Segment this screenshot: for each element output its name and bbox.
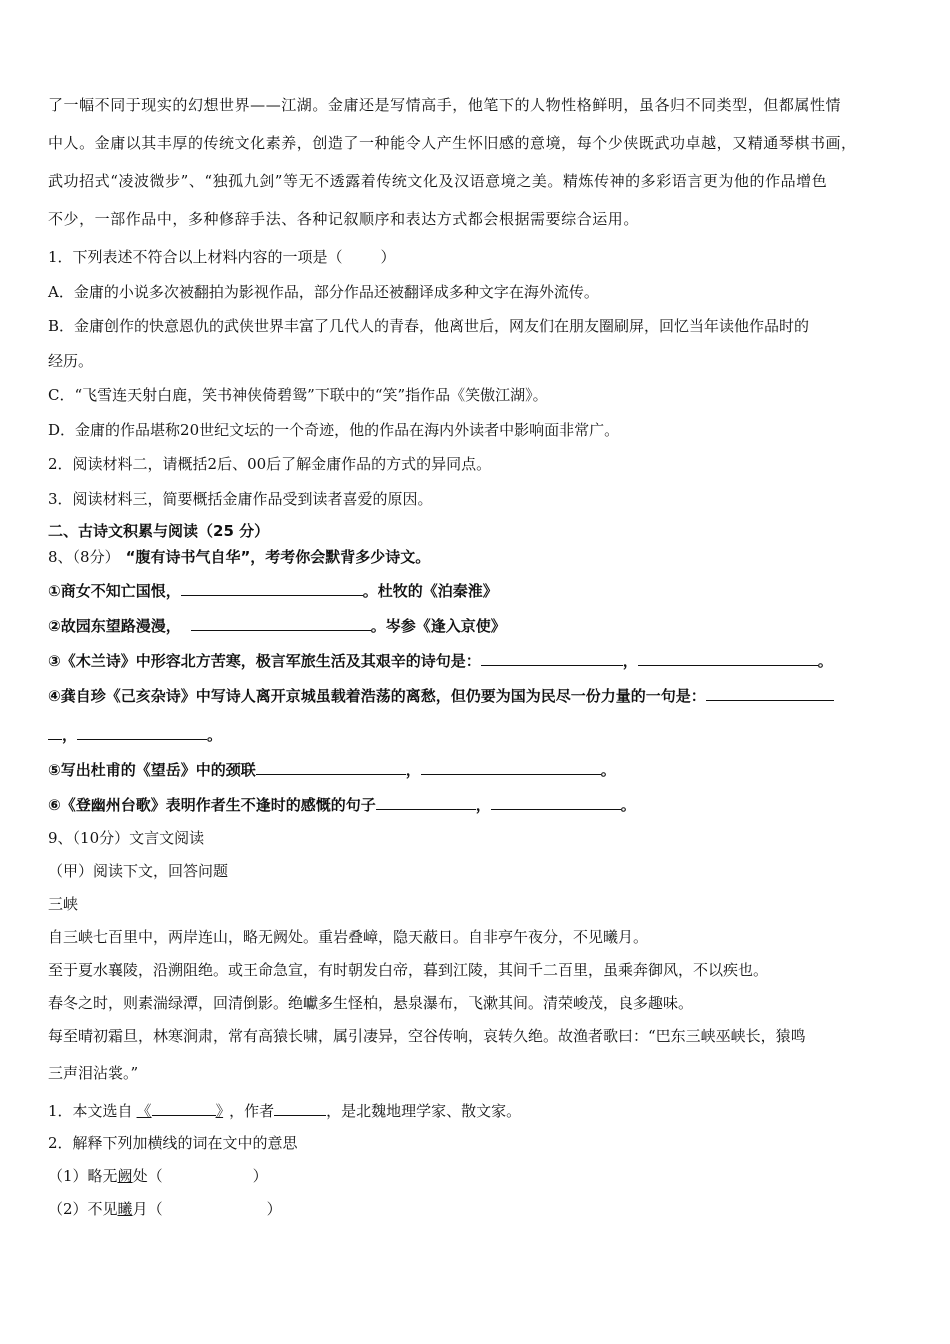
passage-title: 三峡 xyxy=(48,894,79,913)
option-d: D．金庸的作品堪称20世纪文坛的一个奇迹，他的作品在海内外读者中影响面非常广。 xyxy=(48,420,620,439)
recite-item-5: ⑤写出杜甫的《望岳》中的颈联 ， 。 xyxy=(48,760,616,779)
sub-question-2: 2．解释下列加横线的词在文中的意思 xyxy=(48,1133,298,1152)
passage-paragraph: 春冬之时，则素湍绿潭，回清倒影。绝巘多生怪柏，悬泉瀑布，飞漱其间。清荣峻茂，良多趣味。 xyxy=(48,993,694,1012)
answer-blank[interactable] xyxy=(48,725,62,740)
option-a: A．金庸的小说多次被翻拍为影视作品，部分作品还被翻译成多种文字在海外流传。 xyxy=(48,282,599,301)
sub-question-1: 1．本文选自 《 》 ，作者 ，是北魏地理学家、散文家。 xyxy=(48,1101,522,1120)
question-8 xyxy=(48,548,910,829)
answer-blank[interactable] xyxy=(638,651,818,666)
word-item-1: （1）略无阙处（ ） xyxy=(48,1166,268,1185)
recite-item-2: ②故园东望路漫漫， 。岑参《逢入京使》 xyxy=(48,616,506,635)
answer-blank[interactable] xyxy=(77,725,207,740)
option-b: B．金庸创作的快意恩仇的武侠世界丰富了几代人的青春，他离世后，网友们在朋友圈刷屏，回忆当年读他作品时的 xyxy=(48,317,810,335)
recite-item-4-cont: ， 。 xyxy=(48,725,910,760)
answer-blank[interactable] xyxy=(706,686,834,701)
option-b-cont: 经历。 xyxy=(48,351,94,370)
answer-blank[interactable] xyxy=(191,616,371,631)
recite-item-6: ⑥《登幽州台歌》表明作者生不逢时的感慨的句子 ， 。 xyxy=(48,795,636,814)
question-9 xyxy=(48,829,910,1233)
passage-paragraph-cont: 三声泪沾裳。” xyxy=(48,1063,139,1082)
answer-blank[interactable] xyxy=(256,760,406,775)
recite-item-1: ①商女不知亡国恨， 。杜牧的《泊秦淮》 xyxy=(48,581,498,600)
material-passage xyxy=(48,96,910,248)
passage-line: 武功招式“凌波微步”、“独孤九剑”等无不透露着传统文化及汉语意境之美。精炼传神的多彩语言更为他的作品增色 xyxy=(48,172,828,190)
reading-subhead: （甲）阅读下文，回答问题 xyxy=(48,861,229,880)
answer-blank[interactable] xyxy=(421,760,601,775)
passage-paragraph: 每至晴初霜旦，林寒涧肃，常有高猿长啸，属引凄异，空谷传响，哀转久绝。故渔者歌曰：“巴东三峡巫峡长，猿鸣 xyxy=(48,1026,806,1045)
question-3: 3．阅读材料三，简要概括金庸作品受到读者喜爱的原因。 xyxy=(48,489,433,508)
passage-paragraph: 至于夏水襄陵，沿溯阻绝。或王命急宣，有时朝发白帝，暮到江陵，其间千二百里，虽乘奔御风，不以疾也。 xyxy=(48,960,769,979)
passage-line: 中人。金庸以其丰厚的传统文化素养，创造了一种能令人产生怀旧感的意境，每个少侠既武功卓越，又精通琴棋书画， xyxy=(48,134,857,152)
answer-blank[interactable] xyxy=(274,1101,326,1116)
question-stem: 1．下列表述不符合以上材料内容的一项是（ ） xyxy=(48,248,396,266)
answer-blank[interactable] xyxy=(491,795,621,810)
answer-blank[interactable] xyxy=(152,1101,216,1116)
exam-page xyxy=(48,96,910,1233)
answer-blank[interactable] xyxy=(481,651,623,666)
passage-line: 了一幅不同于现实的幻想世界——江湖。金庸还是写情高手，他笔下的人物性格鲜明，虽各归不同类型，但都属性情 xyxy=(48,96,842,114)
answer-blank[interactable] xyxy=(376,795,476,810)
passage-paragraph: 自三峡七百里中，两岸连山，略无阙处。重岩叠嶂，隐天蔽日。自非亭午夜分，不见曦月。 xyxy=(48,927,649,946)
word-item-2: （2）不见曦月（ ） xyxy=(48,1199,282,1218)
question-1 xyxy=(48,248,910,455)
recite-item-4: ④龚自珍《己亥杂诗》中写诗人离开京城虽载着浩荡的离愁，但仍要为国为民尽一份力量的一句是： xyxy=(48,686,910,725)
section-heading: 二、古诗文积累与阅读（25 分） xyxy=(48,521,270,540)
recite-item-3: ③《木兰诗》中形容北方苦寒，极言军旅生活及其艰辛的诗句是： ， 。 xyxy=(48,651,833,670)
question-8-head: 8、（8分） “腹有诗书气自华”，考考你会默背多少诗文。 xyxy=(48,547,431,566)
question-2: 2．阅读材料二，请概括2后、00后了解金庸作品的方式的异同点。 xyxy=(48,455,492,473)
question-9-head: 9、（10分）文言文阅读 xyxy=(48,828,205,847)
passage-line: 不少，一部作品中，多种修辞手法、各种记叙顺序和表达方式都会根据需要综合运用。 xyxy=(48,210,639,228)
option-c: C．“飞雪连天射白鹿，笑书神侠倚碧鸳”下联中的“笑”指作品《笑傲江湖》。 xyxy=(48,386,548,404)
answer-blank[interactable] xyxy=(181,581,363,596)
